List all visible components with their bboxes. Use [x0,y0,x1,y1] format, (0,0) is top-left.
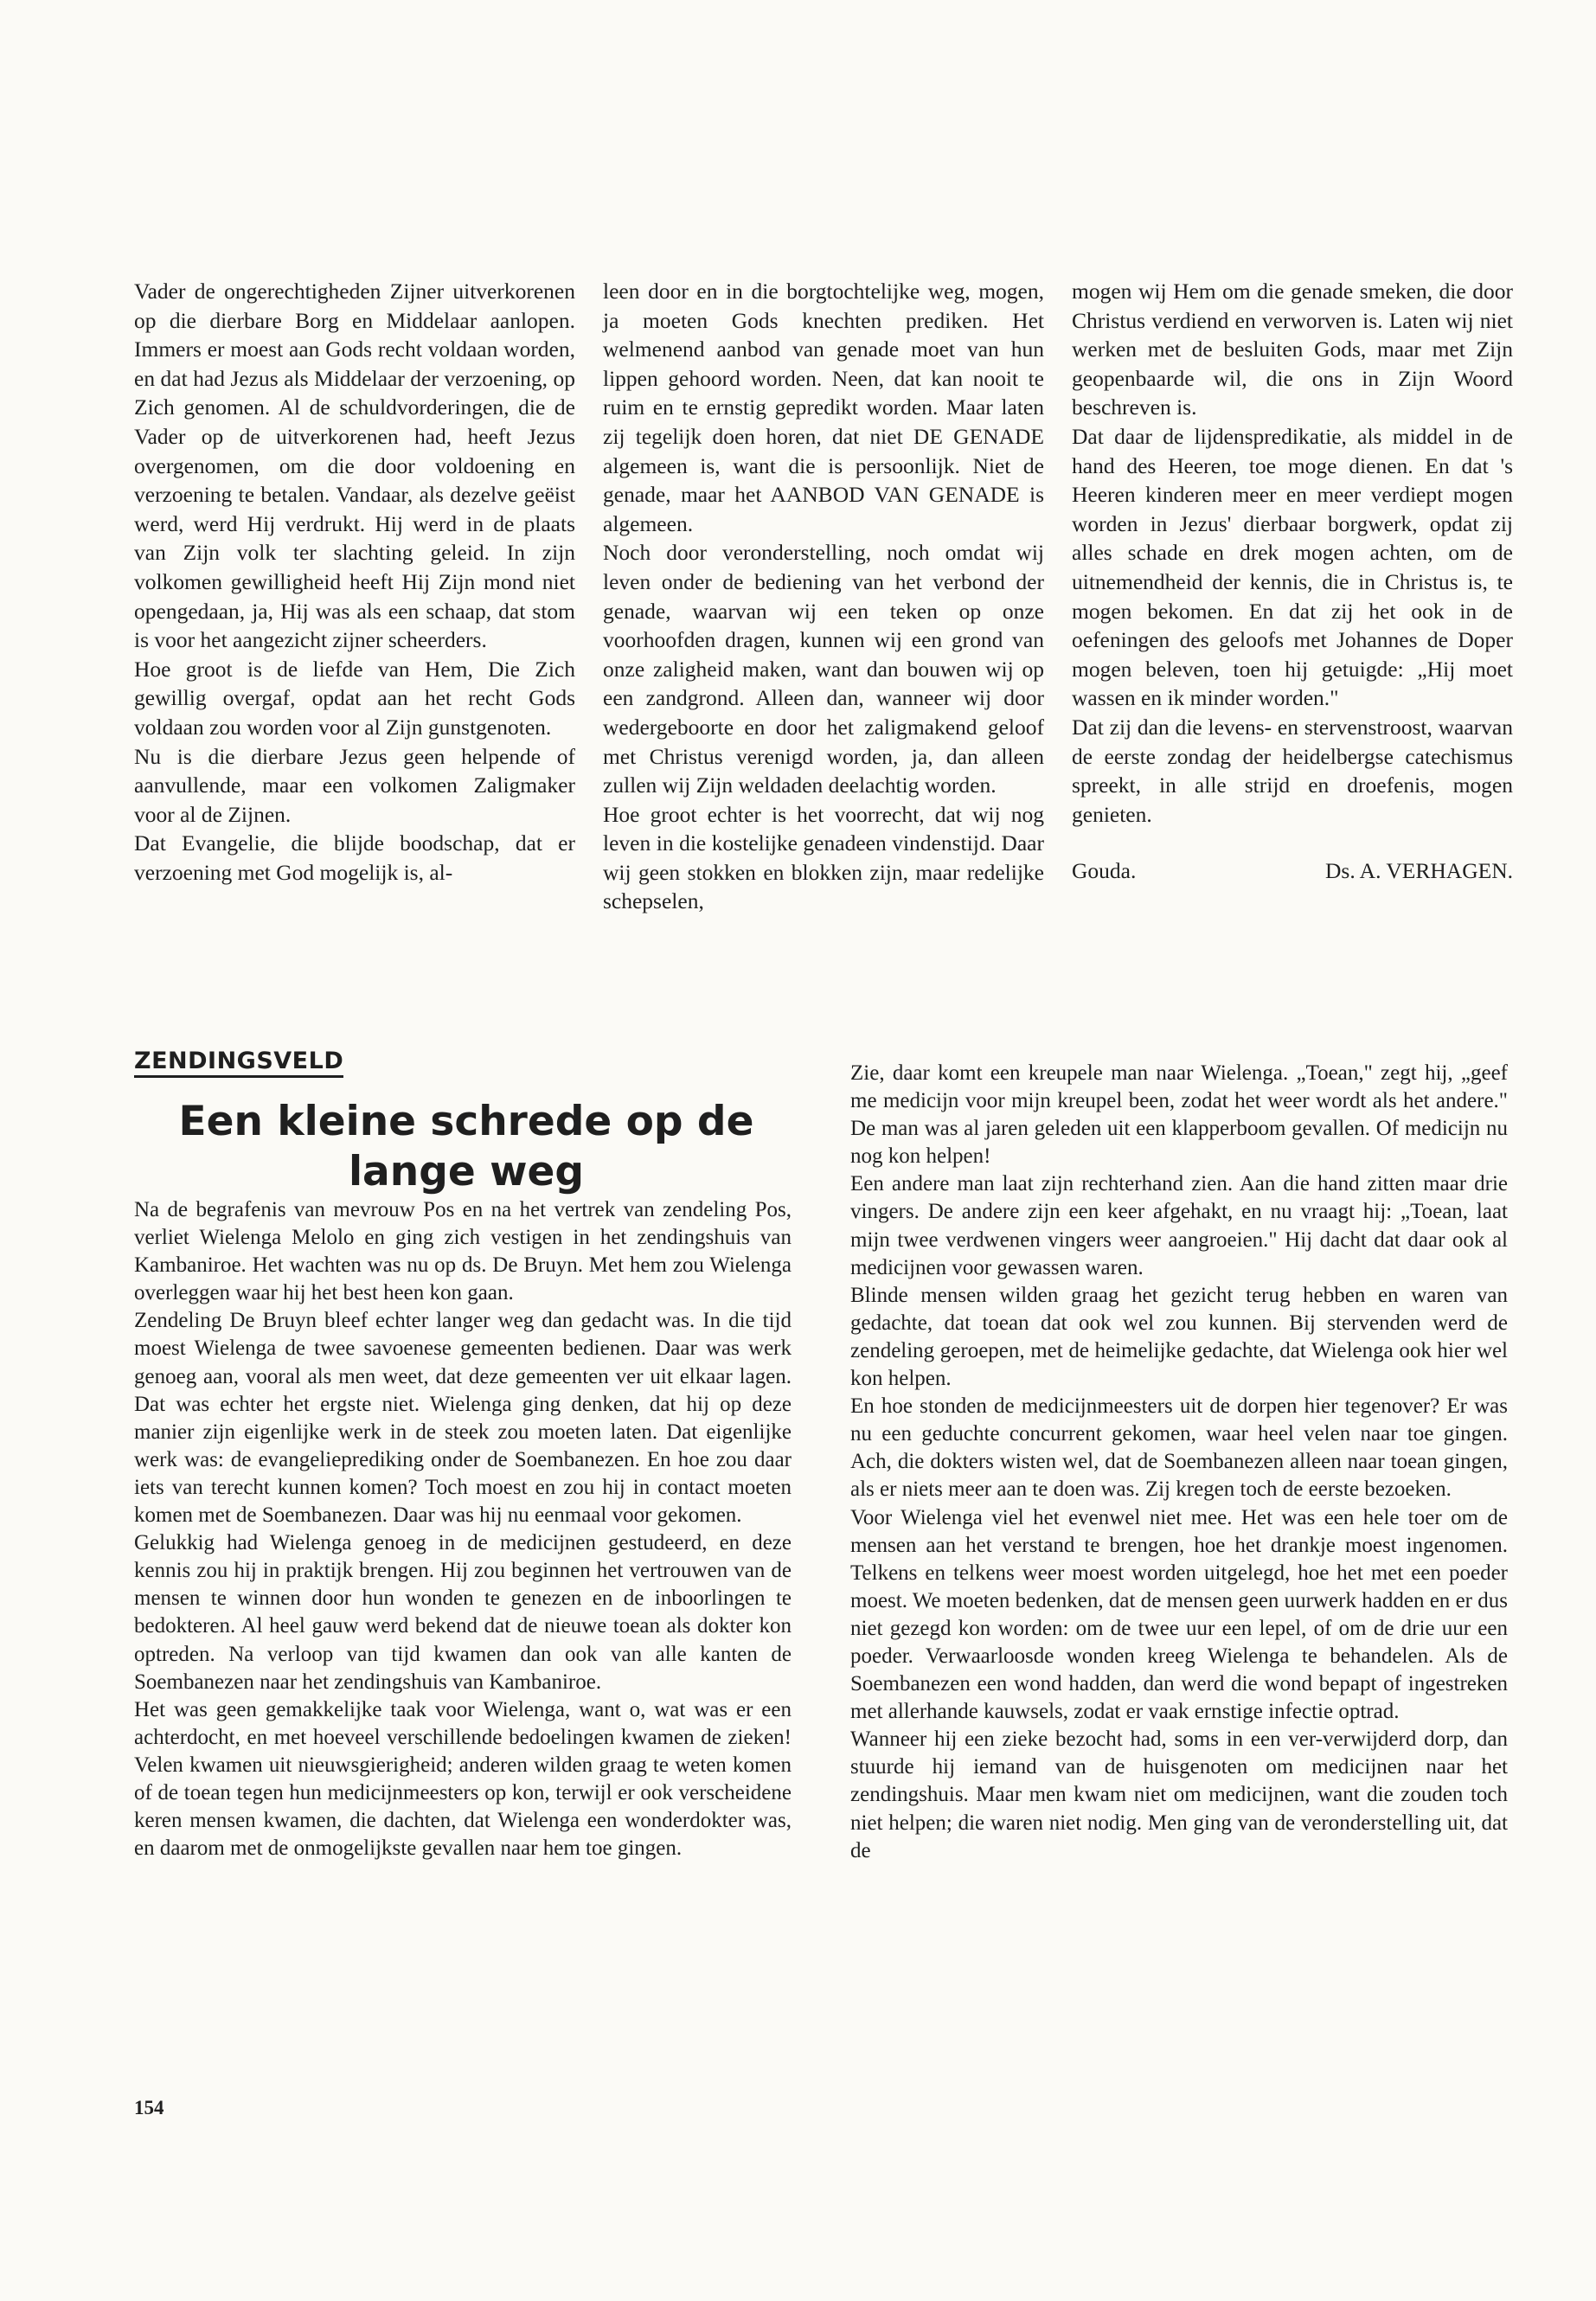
paragraph: Dat Evangelie, die blijde boodschap, dat er verzoening met God mogelijk is, al- [134,830,575,885]
paragraph: leen door en in die borgtochtelijke weg, mogen, ja moeten Gods knechten prediken. Het welmenend aanbod van genade moet van hun lippen gehoord worden. Neen, dat kan nooit te ruim en te ernstig gepredikt worden. Maar laten zij tegelijk doen horen, dat niet DE GENADE algemeen is, want die is persoonlijk. Niet de genade, maar het AANBOD VAN GENADE is algemeen. [603,279,1044,536]
paragraph: Nu is die dierbare Jezus geen helpende of aanvullende, maar een volkomen Zaligmaker voor al de Zijnen. [134,743,575,827]
signature-line [1072,856,1513,886]
paragraph: Na de begrafenis van mevrouw Pos en na het vertrek van zendeling Pos, verliet Wielenga Melolo en ging zich vestigen in het zendingshuis van Kambaniroe. Het wachten was nu op ds. De Bruyn. Met hem zou Wielenga overleggen waar hij het best heen kon gaan. [134,1198,792,1305]
sermon-column-1 [134,277,575,887]
paragraph: Hoe groot echter is het voorrecht, dat wij nog leven in die kostelijke genadeen vindenstijd. Daar wij geen stokken en blokken zijn, maar redelijke schepselen, [603,801,1044,914]
paragraph: Wanneer hij een zieke bezocht had, soms in een ver-verwijderd dorp, dan stuurde hij iemand van de huisgenoten om medicijnen naar het zendingshuis. Maar men kwam niet om medicijnen, want die zouden toch niet helpen; die waren niet nodig. Men ging van de veronderstelling uit, dat de [850,1727,1508,1862]
paragraph: Gelukkig had Wielenga genoeg in de medicijnen gestudeerd, en deze kennis zou hij in praktijk brengen. Hij zou beginnen het vertrouwen van de mensen te winnen door hun wonden te genezen en de inboorlingen te bedokteren. Al heel gauw werd bekend dat de nieuwe toean als dokter kon optreden. Na verloop van tijd kwamen dan ook van alle kanten de Soembanezen naar het zendingshuis van Kambaniroe. [134,1531,792,1694]
paragraph: Dat zij dan die levens- en stervenstroost, waarvan de eerste zondag der heidelbergse catechismus spreekt, in alle strijd en droefenis, mogen genieten. [1072,714,1513,827]
sermon-column-2 [603,277,1044,916]
paragraph: En hoe stonden de medicijnmeesters uit de dorpen hier tegenover? Er was nu een geduchte concurrent gekomen, waar heel velen naar toe gingen. Ach, die dokters wisten wel, dat de Soembanezen alleen naar toean gingen, als er niets meer aan te doen was. Zij kregen toch de eerste bezoeken. [850,1394,1508,1502]
article-column-left [134,1196,792,1862]
article-title: Een kleine schrede op de lange weg [178,1098,754,1195]
paragraph: Blinde mensen wilden graag het gezicht terug hebben en waren van gedachte, dat toean dat ook wel zou kunnen. Bij stervenden werd de zendeling geroepen, met de heimelijke gedachte, dat Wielenga ook hier wel kon helpen. [850,1283,1508,1391]
section-label: ZENDINGSVELD [134,1048,343,1078]
sermon-column-3 [1072,277,1513,886]
paragraph: Noch door veronderstelling, noch omdat wij leven onder de bediening van het verbond der genade, waarvan wij een teken op onze voorhoofden dragen, kunnen wij een grond van onze zaligheid maken, want dan bouwen wij op een zandgrond. Alleen dan, wanneer wij door wedergeboorte en door het zaligmakend geloof met Christus verenigd worden, ja, dan alleen zullen wij Zijn weldaden deelachtig worden. [603,540,1044,798]
paragraph: Het was geen gemakkelijke taak voor Wielenga, want o, wat was er een achterdocht, en met hoeveel verschillende bedoelingen kwamen de zieken! Velen kwamen uit nieuwsgierigheid; anderen wilden graag te weten komen of de toean tegen hun medicijnmeesters op kon, terwijl er ook verscheidene keren mensen kwamen, die dachten, dat Wielenga een wonderdokter was, en daarom met de onmogelijkste gevallen naar hem toe gingen. [134,1697,792,1861]
signature-place: Gouda. [1072,858,1137,884]
paragraph: Vader de ongerechtigheden Zijner uitverkorenen op die dierbare Borg en Middelaar aanlopen. Immers er moest aan Gods recht voldaan worden, en dat had Jezus als Middelaar der verzoening, op Zich genomen. Al de schuldvorderingen, die de Vader op de uitverkorenen had, heeft Jezus overgenomen, om die door voldoening en verzoening te betalen. Vandaar, als dezelve geëist werd, werd Hij verdrukt. Hij werd in de plaats van Zijn volk ter slachting geleid. In zijn volkomen gewilligheid heeft Hij Zijn mond niet opengedaan, ja, Hij was als een schaap, dat stom is voor het aangezicht zijner scheerders. [134,279,575,653]
paragraph: Zie, daar komt een kreupele man naar Wielenga. „Toean," zegt hij, „geef me medicijn voor mijn kreupel been, zodat het weer wordt als het andere." De man was al jaren geleden uit een klapperboom gevallen. Of medicijn nu nog kon helpen! [850,1061,1508,1169]
paragraph: Voor Wielenga viel het evenwel niet mee. Het was een hele toer om de mensen aan het verstand te brengen, hoe het drankje moest ingenomen. Telkens en telkens weer moest worden uitgelegd, hoe het met een poeder moest. We moeten bedenken, dat de mensen geen uurwerk hadden en er dus niet gezegd kon worden: om de twee uur een lepel, of om de drie uur een poeder. Verwaarloosde wonden kreeg Wielenga te behandelen. Als de Soembanezen een wond hadden, dan werd die wond bepapt of ingestreken met allerhande kauwsels, zodat er vaak ernstige infectie optrad. [850,1505,1508,1724]
article-column-right [850,1060,1508,1865]
paragraph: Zendeling De Bruyn bleef echter langer weg dan gedacht was. In die tijd moest Wielenga de twee savoenese gemeenten bedienen. Daar was werk genoeg aan, vooral als men weet, dat deze gemeenten ver uit elkaar lagen. Dat was echter het ergste niet. Wielenga ging denken, dat hij op deze manier zijn eigenlijke werk in de steek zou moeten laten. Dat eigenlijke werk was: de evangelieprediking onder de Soembanezen. En hoe zou daar iets van terecht kunnen komen? Toch moest en zou hij in contact moeten komen met de Soembanezen. Daar was hij nu eenmaal voor gekomen. [134,1309,792,1528]
paragraph: Hoe groot is de liefde van Hem, Die Zich gewillig overgaf, opdat aan het recht Gods voldaan zou worden voor al Zijn gunstgenoten. [134,656,575,740]
paragraph: mogen wij Hem om die genade smeken, die door Christus verdiend en verworven is. Laten wij niet werken met de besluiten Gods, maar met Zijn geopenbaarde wil, die ons in Zijn Woord beschreven is. [1072,279,1513,420]
paragraph: Dat daar de lijdenspredikatie, als middel in de hand des Heeren, toe moge dienen. En dat 's Heeren kinderen meer en meer verdiept mogen worden in Jezus' dierbaar borgwerk, opdat zij alles schade en drek mogen achten, om de uitnemendheid der kennis, die in Christus is, te mogen bekomen. En dat zij het ook in de oefeningen des geloofs met Johannes de Doper mogen beleven, toen hij getuigde: „Hij moet wassen en ik minder worden." [1072,423,1513,711]
paragraph: Een andere man laat zijn rechterhand zien. Aan die hand zitten maar drie vingers. De andere zijn een keer afgehakt, en nu vraagt hij: „Toean, laat mijn twee verdwenen vingers weer aangroeien." Hij dacht dat daar ook al medicijnen voor gewassen waren. [850,1172,1508,1279]
page-number: 154 [134,2097,164,2118]
signature-author: Ds. A. VERHAGEN. [1325,858,1513,884]
